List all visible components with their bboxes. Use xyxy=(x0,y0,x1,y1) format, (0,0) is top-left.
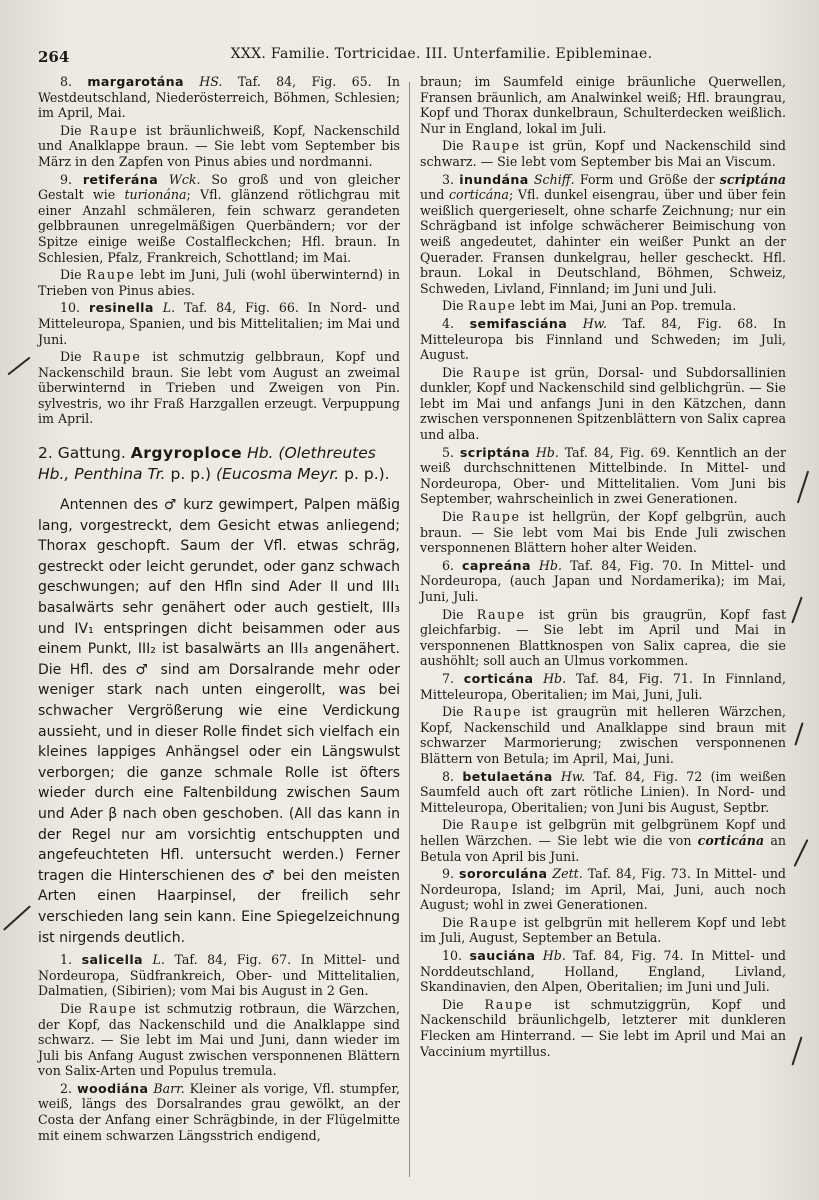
author: HS. xyxy=(199,74,223,89)
entry-capreana: 6. capreána Hb. Taf. 84, Fig. 70. In Mittel- und Nordeuropa, (auch Japan und Nordamerika); im Mai, Juni, Juli. xyxy=(420,557,786,604)
entry-woodiana: 2. woodiána Barr. Kleiner als vorige, Vfl. stumpfer, weiß, längs des Dorsalrandes grau gewölkt, an der Costa der Anfang einer Schrägbinde, in der Flügelmitte mit einem schwarzen Längsstrich endigend, xyxy=(38,1080,400,1143)
author: Wck. xyxy=(168,171,201,187)
larva-capreana: Die Raupe ist grün bis graugrün, Kopf fast gleichfarbig. — Sie lebt im April und Mai in versponnenen Blattknospen von Salix caprea, die sie aushöhlt; soll auch an Ulmus vorkommen. xyxy=(420,606,786,669)
larva-corticana: Die Raupe ist graugrün mit helleren Wärzchen, Kopf, Nackenschild und Analklappe sind braun mit schwarzer Marmorierung; zwischen versponnenen Blättern von Betula; im April, Mai, Juni. xyxy=(420,704,786,766)
larva-inundana: Die Raupe lebt im Mai, Juni an Pop. tremula. xyxy=(442,298,737,314)
entry-salicella: 1. salicella L. Taf. 84, Fig. 67. In Mittel- und Nordeuropa, Südfrankreich, Ober- und Mittelitalien, Dalmatien, (Sibirien); vom Mai bis August in 2 Gen. xyxy=(38,952,400,999)
larva-betulaetana: Die Raupe ist gelbgrün mit gelbgrünem Kopf und hellen Wärzchen. — Sie lebt wie die von corticána an Betula von April bis Juni. xyxy=(420,817,786,864)
larva-resinella: Die Raupe ist schmutzig gelbbraun, Kopf und Nackenschild braun. Sie lebt vom August an zweimal überwinternd in Trieben und Zweigen von Pin. sylvestris, wo ihr Fraß Harzgallen erzeugt. Verpuppung im April. xyxy=(38,349,400,427)
species-name: capreána xyxy=(462,557,531,573)
margin-tick-mark xyxy=(794,839,809,867)
species-name: scriptána xyxy=(459,444,530,460)
author: Zett. xyxy=(552,866,583,882)
larva-margarotana: Die Raupe ist bräunlichweiß, Kopf, Nackenschild und Analklappe braun. — Sie lebt vom September bis März in den Zapfen von Pinus abies und nordmanni. xyxy=(38,122,400,169)
author: Hw. xyxy=(560,768,586,784)
author: Hb. xyxy=(543,670,567,686)
entry-margarotana: 8. margarotána HS. Taf. 84, Fig. 65. In Westdeutschland, Niederösterreich, Böhmen, Schlesien; im April, Mai. xyxy=(38,74,400,121)
species-name: woodiána xyxy=(76,1080,149,1096)
genus-description: Antennen des ♂ kurz gewimpert, Palpen mäßig lang, vorgestreckt, dem Gesicht etwas anliegend; Thorax geschopft. Saum der Vfl. etwas schräg, gestreckt oder leicht gerundet, oder ganz schwach geschwungen; auf den Hfln sind Ader II und III₁ basalwärts sehr genähert oder auch gestielt, III₃ und IV₁ entspringen dicht beisammen oder aus einem Punkt, III₂ ist basalwärts an III₃ angenähert. Die Hfl. des ♂ sind am Dorsalrande mehr oder weniger stark nach unten eingerollt, was bei schwacher Vergrößerung wie eine Verdickung aussieht, und in dieser Rolle findet sich vielfach ein kleines lappiges Anhängsel oder ein Längswulst verborgen; die ganze schmale Rolle ist öfters wieder durch eine Faltenbildung zwischen Saum und Ader β nach oben geschoben. (All das kann in der Regel nur am vorsichtig entschuppten und angefeuchteten Hfl. untersucht werden.) Ferner tragen die Hinterschienen des ♂ bei den meisten Arten einen Haarpinsel, der freilich sehr verschieden lang sein kann. Eine Spiegelzeichnung ist nirgends deutlich. xyxy=(38,497,400,946)
margin-tick-mark xyxy=(791,597,802,624)
entry-betulaetana: 8. betulaetána Hw. Taf. 84, Fig. 72 (im weißen Saumfeld auch oft zart rötliche Linien). In Nord- und Mitteleuropa, Oberitalien; von Juni bis August, Septbr. xyxy=(420,768,786,815)
larva-retiferana: Die Raupe lebt im Juni, Juli (wohl überwinternd) in Trieben von Pinus abies. xyxy=(38,267,400,298)
entry-sauciana: 10. sauciána Hb. Taf. 84, Fig. 74. In Mittel- und Norddeutschland, Holland, England, Livland, Skandinavien, den Alpen, Oberitalien; im Juni und Juli. xyxy=(420,948,786,995)
author: Schiff. xyxy=(533,171,575,187)
column-divider xyxy=(409,82,410,1177)
margin-tick-mark xyxy=(797,471,809,504)
author: Hw. xyxy=(582,315,607,331)
species-name: corticána xyxy=(463,670,534,686)
author: Barr. xyxy=(153,1080,185,1096)
author: Hb. xyxy=(538,557,562,573)
genus-heading: 2. Gattung. Argyroploce Hb. (Olethreutes Hb., Penthina Tr. p. p.) (Eucosma Meyr. p. p.). xyxy=(38,444,390,484)
species-name: resinella xyxy=(88,300,154,316)
entry-corticana: 7. corticána Hb. Taf. 84, Fig. 71. In Finnland, Mitteleuropa, Oberitalien; im Mai, Juni, Juli. xyxy=(420,670,786,702)
entry-sororculana: 9. sororculána Zett. Taf. 84, Fig. 73. In Mittel- und Nordeuropa, Island; im April, Mai, Juni, auch noch August; wohl in zwei Generationen. xyxy=(420,866,786,913)
entry-semifasciana: 4. semifasciána Hw. Taf. 84, Fig. 68. In Mitteleuropa bis Finnland und Schweden; im Juli, August. xyxy=(420,315,786,363)
species-name: betulaetána xyxy=(462,768,553,784)
author: Hb. xyxy=(542,948,566,964)
page-number: 264 xyxy=(38,48,70,66)
species-name: sauciána xyxy=(469,948,536,964)
author: Hb. xyxy=(535,444,559,460)
author: L. xyxy=(162,300,176,316)
species-name: inundána xyxy=(459,171,529,187)
larva-woodiana: Die Raupe ist grün, Kopf und Nackenschild sind schwarz. — Sie lebt vom September bis Mai an Viscum. xyxy=(420,138,786,169)
right-column xyxy=(420,74,786,1061)
species-name: retiferána xyxy=(82,171,159,187)
species-name: salicella xyxy=(81,952,143,968)
species-name: margarotána xyxy=(87,74,184,89)
entry-inundana: 3. inundána Schiff. Form und Größe der scriptána und corticána; Vfl. dunkel eisengrau, über und über fein weißlich quergerieselt, ohne scharfe Zeichnung; nur ein Schrägband ist infolge schwächerer Beimischung von weiß angedeutet, dahinter ein weißer Punkt an der Querader. Fransen dunkelgrau, heller gescheckt. Hfl. braun. Lokal in Deutschland, Böhmen, Schweiz, Schweden, Livland, Finnland; im Juni und Juli. xyxy=(420,171,787,296)
larva-scriptana: Die Raupe ist hellgrün, der Kopf gelbgrün, auch braun. — Sie lebt vom Mai bis Ende Juli zwischen versponnenen Blättern hoher alter Weiden. xyxy=(420,509,786,556)
genus-name: Argyroploce xyxy=(130,444,243,463)
margin-tick-mark xyxy=(3,905,31,931)
entry-resinella: 10. resinella L. Taf. 84, Fig. 66. In Nord- und Mitteleuropa, Spanien, und bis Mittelitalien; im Mai und Juni. xyxy=(38,300,400,347)
entry-retiferana: 9. retiferána Wck. So groß und von gleicher Gestalt wie turionána; Vfl. glänzend rötlichgrau mit einer Anzahl schmäleren, fein schwarz gerandeten gelbbraunen unregelmäßigen Querbändern; vor der Spitze einige weiße Costalfleckchen; Hfl. braun. In Schlesien, Pfalz, Frankreich, Schottland; im Mai. xyxy=(38,171,400,265)
species-name: sororculána xyxy=(459,866,548,882)
author: L. xyxy=(152,952,165,968)
margin-tick-mark xyxy=(7,357,30,376)
margin-tick-mark xyxy=(791,1036,802,1065)
larva-semifasciana: Die Raupe ist grün, Dorsal- und Subdorsallinien dunkler, Kopf und Nackenschild sind gelblichgrün. — Sie lebt im Mai und anfangs Juni in den Kätzchen, dann zwischen versponnenen Spitzenblättern von Salix caprea und alba. xyxy=(420,364,786,443)
left-column xyxy=(38,74,400,1145)
running-head: XXX. Familie. Tortricidae. III. Unterfamilie. Epibleminae. xyxy=(230,46,653,62)
larva-sauciana: Die Raupe ist schmutziggrün, Kopf und Nackenschild bräunlichgelb, letzterer mit dunkleren Flecken am Hinterrand. — Sie lebt im April und Mai an Vaccinium myrtillus. xyxy=(420,996,786,1059)
species-name: semifasciána xyxy=(469,315,568,331)
larva-salicella: Die Raupe ist schmutzig rotbraun, die Wärzchen, der Kopf, das Nackenschild und die Analklappe sind schwarz. — Sie lebt im Mai und Juni, dann wieder im Juli bis Anfang August zwischen versponnenen Blättern von Salix-Arten und Populus tremula. xyxy=(38,1000,400,1079)
entry-woodiana-continued: braun; im Saumfeld einige bräunliche Querwellen, Fransen bräunlich, am Analwinkel weiß; Hfl. braungrau, Kopf und Thorax dunkelbraun, Schulterdecken weißlich. Nur in England, lokal im Juli. xyxy=(420,74,786,136)
page-header xyxy=(38,46,785,68)
larva-sororculana: Die Raupe ist gelbgrün mit hellerem Kopf und lebt im Juli, August, September an Betula. xyxy=(420,914,786,946)
margin-tick-mark xyxy=(794,722,803,745)
entry-scriptana: 5. scriptána Hb. Taf. 84, Fig. 69. Kenntlich an der weiß durchschnittenen Mittelbinde. In Mittel- und Nordeuropa, Ober- und Mittelitalien. Vom Juni bis September, wahrscheinlich in zwei Generationen. xyxy=(420,444,786,507)
